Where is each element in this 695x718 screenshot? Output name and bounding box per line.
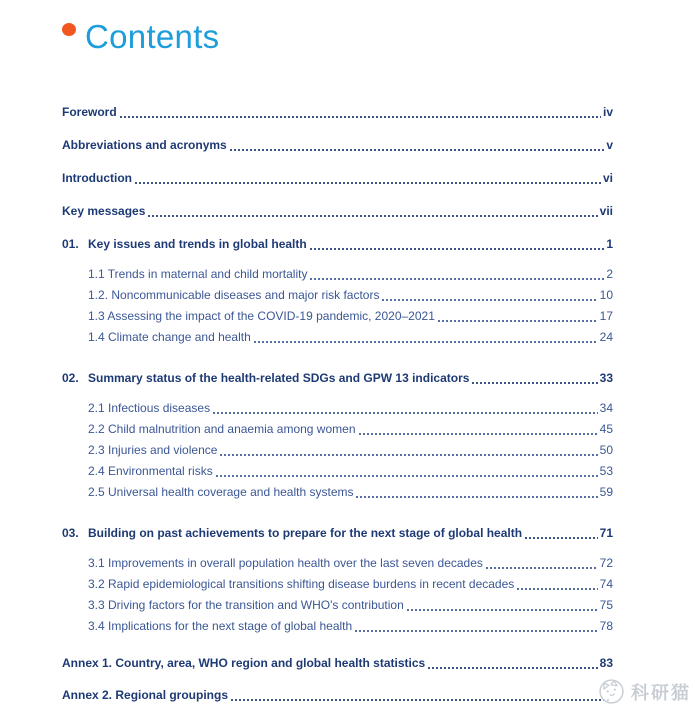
toc-entry-page: 1	[606, 237, 613, 251]
toc-entry-subsection[interactable]	[62, 306, 613, 327]
toc-entry-label: 1.4 Climate change and health	[88, 330, 251, 344]
toc-entry-page: 71	[599, 526, 613, 540]
toc-entry-subsection[interactable]	[62, 398, 613, 419]
dot-leader	[254, 327, 598, 348]
toc-entry-subsection[interactable]	[62, 595, 613, 616]
page-title: Contents	[85, 18, 220, 55]
dot-leader	[517, 574, 597, 595]
toc-entry-subsection[interactable]	[62, 419, 613, 440]
dot-leader	[231, 685, 611, 706]
toc-entry-section-heading[interactable]	[62, 368, 613, 389]
toc-entry-page: 2	[606, 267, 613, 281]
dot-leader	[428, 653, 597, 674]
section-number: 02.	[62, 371, 79, 385]
dot-leader	[230, 135, 605, 156]
toc-entry-label: 2.5 Universal health coverage and health systems	[88, 485, 354, 499]
toc-entry-label: 1.1 Trends in maternal and child mortality	[88, 267, 308, 281]
toc-entry-page: 34	[599, 401, 613, 415]
toc-entry-page: 24	[599, 330, 613, 344]
toc-entry-label: 3.2 Rapid epidemiological transitions shifting disease burdens in recent decades	[88, 577, 515, 591]
toc-entry-subsection[interactable]	[62, 440, 613, 461]
dot-leader	[355, 616, 597, 637]
toc-entry-subsection[interactable]	[62, 553, 613, 574]
toc-entry-page: 33	[599, 371, 613, 385]
toc-entry-page: 72	[599, 556, 613, 570]
toc-entry-page: 45	[599, 422, 613, 436]
toc-entry-abbreviations[interactable]	[62, 135, 613, 156]
toc-entry-label: Summary status of the health-related SDGs and GPW 13 indicators	[88, 371, 470, 385]
toc-entry-label: Introduction	[62, 171, 132, 185]
toc-entry-label: 2.3 Injuries and violence	[88, 443, 218, 457]
toc-entry-introduction[interactable]	[62, 168, 613, 189]
toc-entry-page: v	[606, 138, 613, 152]
toc-entry-page: 83	[599, 656, 613, 670]
toc-entry-label: Annex 2. Regional groupings	[62, 688, 229, 702]
toc-entry-section-heading[interactable]	[62, 234, 613, 255]
toc-entry-label: Key messages	[62, 204, 146, 218]
toc-entry-annex-1[interactable]	[62, 653, 613, 674]
toc-entry-page: vii	[599, 204, 613, 218]
toc-entry-label: 1.3 Assessing the impact of the COVID-19 pandemic, 2020–2021	[88, 309, 435, 323]
dot-leader	[310, 264, 604, 285]
section-number: 03.	[62, 526, 79, 540]
dot-leader	[382, 285, 597, 306]
toc-entry-page: vi	[602, 171, 613, 185]
toc-entry-key-messages[interactable]	[62, 201, 613, 222]
dot-leader	[472, 368, 597, 389]
section-number: 01.	[62, 237, 79, 251]
dot-leader	[407, 595, 598, 616]
toc-entry-page: 17	[599, 309, 613, 323]
toc-entry-page: iv	[602, 105, 613, 119]
dot-leader	[525, 523, 598, 544]
toc-entry-label: 3.3 Driving factors for the transition and WHO's contribution	[88, 598, 404, 612]
accent-dot-icon	[62, 23, 76, 36]
dot-leader	[486, 553, 598, 574]
toc-entry-subsection[interactable]	[62, 616, 613, 637]
toc-entry-label: Annex 1. Country, area, WHO region and global health statistics	[62, 656, 426, 670]
toc-entry-page: 10	[599, 288, 613, 302]
toc-section-01	[62, 234, 613, 348]
dot-leader	[220, 440, 597, 461]
toc-section-02	[62, 368, 613, 503]
dot-leader	[120, 102, 601, 123]
toc-entry-subsection[interactable]	[62, 285, 613, 306]
toc-entry-page: 53	[599, 464, 613, 478]
toc-entry-label: 3.4 Implications for the next stage of global health	[88, 619, 353, 633]
page-header	[62, 20, 613, 56]
toc-entry-label: 1.2. Noncommunicable diseases and major risk factors	[88, 288, 380, 302]
toc-entry-label: 2.4 Environmental risks	[88, 464, 213, 478]
toc-entry-label: 3.1 Improvements in overall population health over the last seven decades	[88, 556, 483, 570]
toc-entry-label: 2.1 Infectious diseases	[88, 401, 211, 415]
toc-entry-label: 2.2 Child malnutrition and anaemia among women	[88, 422, 356, 436]
dot-leader	[213, 398, 598, 419]
toc-entry-page: 74	[599, 577, 613, 591]
toc-entry-foreword[interactable]	[62, 102, 613, 123]
toc-entry-subsection[interactable]	[62, 461, 613, 482]
toc-entry-page: 78	[599, 619, 613, 633]
dot-leader	[438, 306, 598, 327]
dot-leader	[148, 201, 597, 222]
toc-entry-section-heading[interactable]	[62, 523, 613, 544]
toc-entry-subsection[interactable]	[62, 264, 613, 285]
toc-section-03	[62, 523, 613, 637]
toc-entry-subsection[interactable]	[62, 327, 613, 348]
dot-leader	[359, 419, 598, 440]
toc-entry-page: 50	[599, 443, 613, 457]
toc-entry-label: Key issues and trends in global health	[88, 237, 307, 251]
toc-entry-subsection[interactable]	[62, 482, 613, 503]
table-of-contents	[62, 102, 613, 706]
dot-leader	[216, 461, 598, 482]
toc-entry-page: 59	[599, 485, 613, 499]
dot-leader	[356, 482, 597, 503]
toc-entry-subsection[interactable]	[62, 574, 613, 595]
toc-entry-annex-2[interactable]	[62, 685, 613, 706]
toc-entry-label: Building on past achievements to prepare for the next stage of global health	[88, 526, 523, 540]
dot-leader	[310, 234, 605, 255]
dot-leader	[135, 168, 601, 189]
watermark-text: 科研猫	[631, 682, 691, 703]
toc-entry-label: Abbreviations and acronyms	[62, 138, 227, 152]
toc-entry-page: 75	[599, 598, 613, 612]
toc-entry-label: Foreword	[62, 105, 117, 119]
